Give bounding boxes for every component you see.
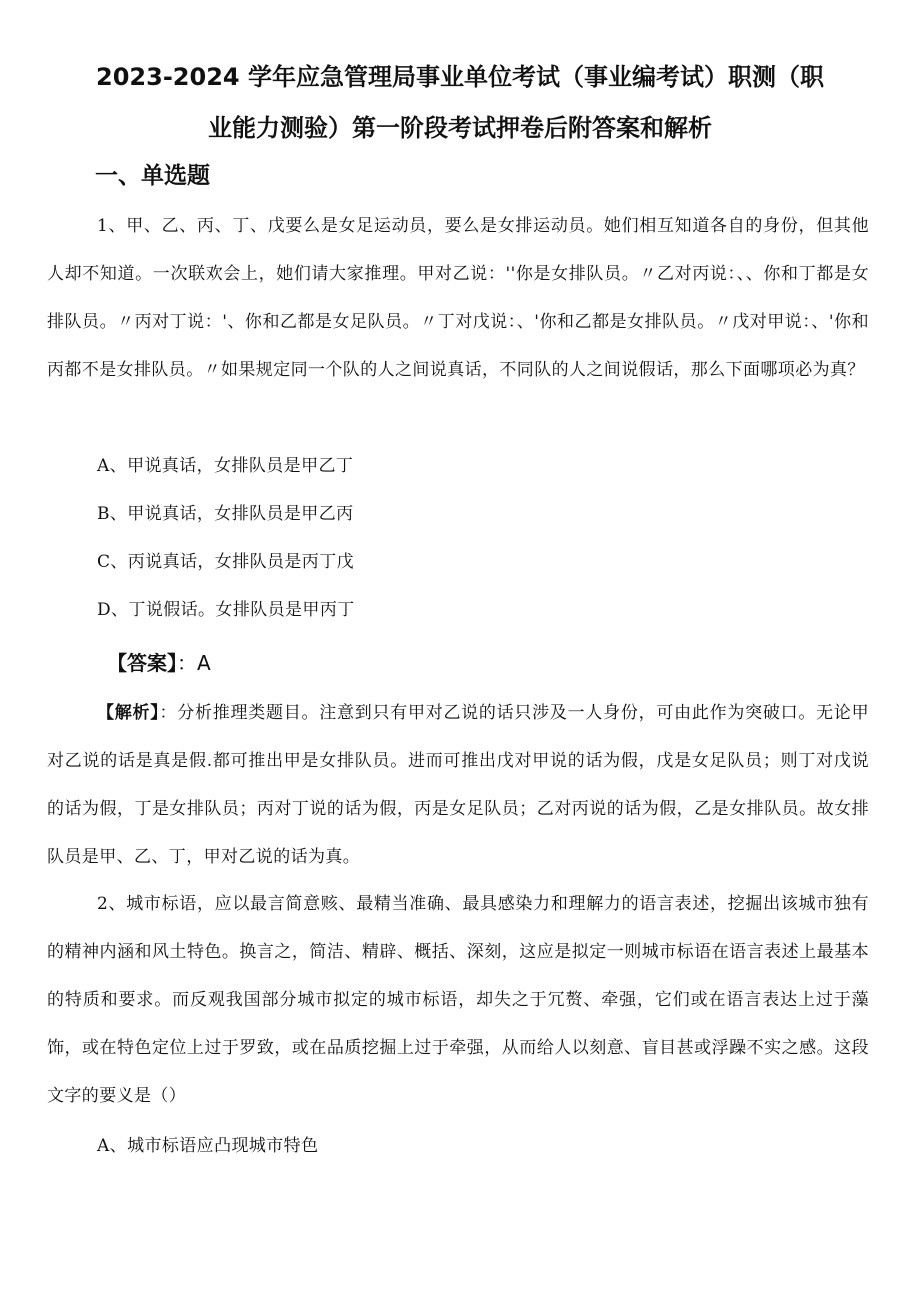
question-2-stem: 2、城市标语，应以最言简意赅、最精当准确、最具感染力和理解力的语言表述，挖掘出该城市独有的精神内涵和风土特色。换言之，简洁、精辟、概括、深刻，这应是拟定一则城市标语在语言表述上最基本的特质和要求。而反观我国部分城市拟定的城市标语，却失之于冗赘、牵强，它们或在语言表达上过于藻饰，或在特色定位上过于罗致，或在品质挖掘上过于牵强，从而给人以刻意、盲目甚或浮躁不实之感。这段文字的要义是（） <box>47 894 869 1106</box>
question-1-stem: 1、甲、乙、丙、丁、戊要么是女足运动员，要么是女排运动员。她们相互知道各自的身份，但其他人却不知道。一次联欢会上，她们请大家推理。甲对乙说：''你是女排队员。〃乙对丙说：、、你和丁都是女排队员。〃丙对丁说：'、你和乙都是女足队员。〃丁对戊说：、'你和乙都是女排队员。〃戊对甲说：、'你和丙都不是女排队员。〃如果规定同一个队的人之间说真话，不同队的人之间说假话，那么下面哪项必为真？ <box>47 216 869 380</box>
analysis-text: ：分析推理类题目。注意到只有甲对乙说的话只涉及一人身份，可由此作为突破口。无论甲对乙说的话是真是假.都可推出甲是女排队员。进而可推出戊对甲说的话为假，戊是女足队员；则丁对戊说的话为假，丁是女排队员；丙对丁说的话为假，丙是女足队员；乙对丙说的话为假，乙是女排队员。故女排队员是甲、乙、丁，甲对乙说的话为真。 <box>47 703 870 867</box>
question-2-option-a: A、城市标语应凸现城市特色 <box>97 1136 319 1156</box>
question-1-option-c: C、丙说真话，女排队员是丙丁戊 <box>97 552 355 572</box>
question-1-option-a: A、甲说真话，女排队员是甲乙丁 <box>97 456 354 476</box>
answer-label: 【答案】 <box>107 651 177 675</box>
question-1-answer <box>107 646 211 680</box>
analysis-label: 【解析】 <box>97 703 160 723</box>
document-title-line2: 业能力测验）第一阶段考试押卷后附答案和解析 <box>208 114 712 142</box>
question-1-option-d: D、丁说假话。女排队员是甲丙丁 <box>97 600 355 620</box>
answer-value: ：A <box>177 651 211 675</box>
question-1-analysis <box>47 689 869 881</box>
document-title-line1: 2023-2024 学年应急管理局事业单位考试（事业编考试）职测（职 <box>96 63 824 91</box>
question-1-option-b: B、甲说真话，女排队员是甲乙丙 <box>97 504 354 524</box>
section-heading: 一、单选题 <box>95 163 210 189</box>
